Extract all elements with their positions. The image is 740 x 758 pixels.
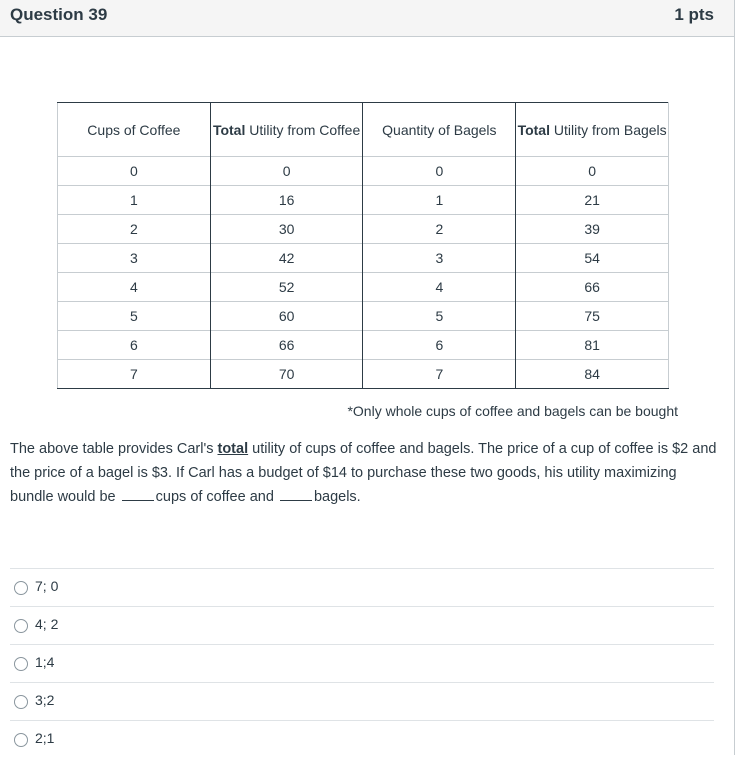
answer-option[interactable]: [10, 682, 714, 720]
table-row: [58, 244, 669, 273]
radio-button[interactable]: [14, 733, 28, 747]
table-cell: 6: [58, 331, 211, 360]
header-total-utility-bagels: Total Utility from Bagels: [516, 103, 669, 157]
radio-button[interactable]: [14, 695, 28, 709]
answer-label[interactable]: 7; 0: [35, 578, 59, 594]
table-cell: 16: [210, 186, 363, 215]
table-cell: 21: [516, 186, 669, 215]
utility-table: [57, 102, 669, 389]
question-prompt: [10, 437, 720, 509]
table-cell: 6: [363, 331, 516, 360]
table-cell: 5: [363, 302, 516, 331]
table-row: [58, 302, 669, 331]
table-cell: 0: [210, 157, 363, 186]
blank-line: [280, 486, 312, 501]
table-cell: 70: [210, 360, 363, 389]
question-points: 1 pts: [674, 5, 714, 24]
answer-label[interactable]: 2;1: [35, 730, 55, 746]
table-cell: 66: [210, 331, 363, 360]
radio-button[interactable]: [14, 657, 28, 671]
answer-option[interactable]: [10, 568, 714, 606]
answer-list: [10, 568, 714, 758]
table-cell: 4: [363, 273, 516, 302]
blank-line: [122, 486, 154, 501]
table-row: [58, 360, 669, 389]
table-cell: 7: [58, 360, 211, 389]
prompt-text-2: utility of cups of coffee and bagels. The price of a cup of coffee is $2 and the price of a bagel is $3. If Carl has a budget of $14 to purchase these two goods, his utility maximizing bundle would be: [10, 441, 717, 505]
answer-option[interactable]: [10, 606, 714, 644]
table-cell: 84: [516, 360, 669, 389]
answer-label[interactable]: 1;4: [35, 654, 55, 670]
radio-button[interactable]: [14, 581, 28, 595]
table-header-row: [58, 103, 669, 157]
table-cell: 66: [516, 273, 669, 302]
table-footnote: *Only whole cups of coffee and bagels can be bought: [347, 403, 678, 419]
prompt-text-4: bagels.: [313, 489, 361, 505]
answer-option[interactable]: [10, 644, 714, 682]
table-row: [58, 273, 669, 302]
table-cell: 5: [58, 302, 211, 331]
table-row: [58, 331, 669, 360]
table-cell: 30: [210, 215, 363, 244]
table-cell: 3: [58, 244, 211, 273]
table-cell: 75: [516, 302, 669, 331]
table-cell: 2: [363, 215, 516, 244]
header-quantity-of-bagels: Quantity of Bagels: [363, 103, 516, 157]
table-cell: 0: [58, 157, 211, 186]
prompt-text-3: cups of coffee and: [155, 489, 274, 505]
table-cell: 2: [58, 215, 211, 244]
answer-option[interactable]: [10, 720, 714, 758]
table-cell: 60: [210, 302, 363, 331]
table-cell: 52: [210, 273, 363, 302]
question-title: Question 39: [10, 5, 108, 24]
header-cups-of-coffee: Cups of Coffee: [58, 103, 211, 157]
table-cell: 7: [363, 360, 516, 389]
prompt-emphasis: total: [217, 441, 249, 457]
header-total-utility-coffee: Total Utility from Coffee: [210, 103, 363, 157]
table-row: [58, 215, 669, 244]
table-cell: 1: [58, 186, 211, 215]
table-cell: 39: [516, 215, 669, 244]
answer-label[interactable]: 4; 2: [35, 616, 59, 632]
table-cell: 1: [363, 186, 516, 215]
radio-button[interactable]: [14, 619, 28, 633]
question-header: [0, 0, 735, 37]
question-frame-border: [734, 36, 735, 755]
table-cell: 54: [516, 244, 669, 273]
table-row: [58, 186, 669, 215]
table-cell: 4: [58, 273, 211, 302]
table-cell: 81: [516, 331, 669, 360]
table-cell: 0: [363, 157, 516, 186]
prompt-text-1: The above table provides Carl's: [10, 441, 218, 457]
table-row: [58, 157, 669, 186]
answer-label[interactable]: 3;2: [35, 692, 55, 708]
table-cell: 3: [363, 244, 516, 273]
table-cell: 0: [516, 157, 669, 186]
table-cell: 42: [210, 244, 363, 273]
